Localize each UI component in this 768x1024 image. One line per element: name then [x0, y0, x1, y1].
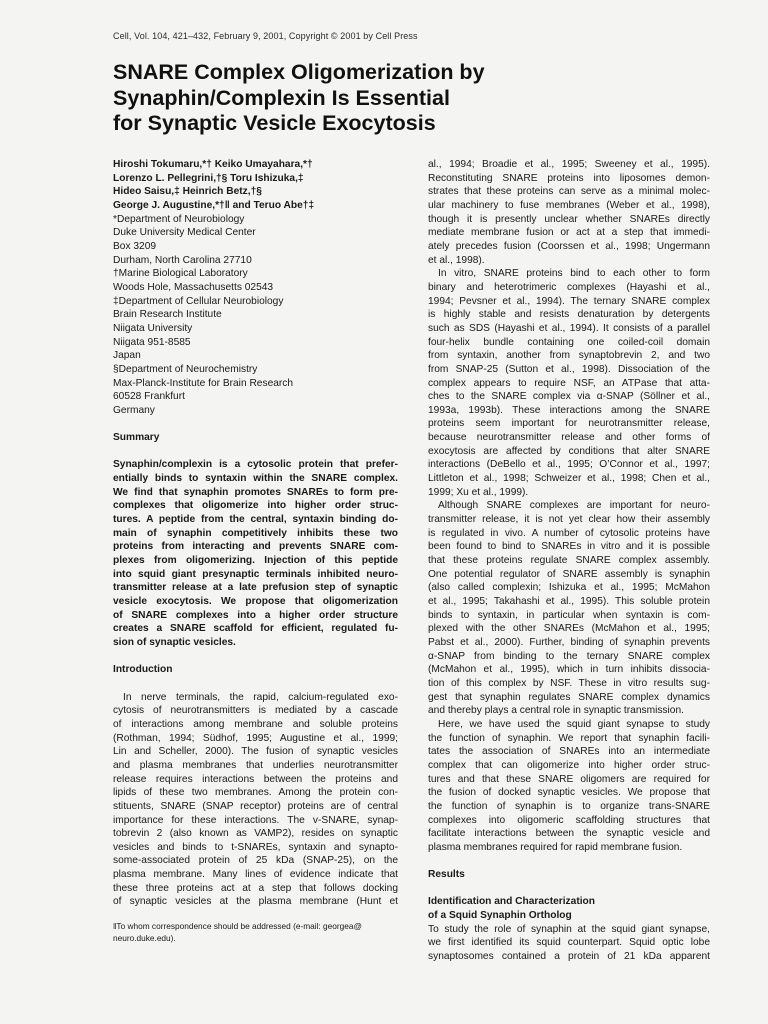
- body-line: 1994; Pevsner et al., 1994). The ternary SNARE complex: [428, 295, 710, 307]
- body-line: interactions (DeBello et al., 1995; O’Connor et al., 1997;: [428, 459, 710, 471]
- summary-heading: Summary: [113, 432, 160, 444]
- footnote-line: ‖To whom correspondence should be addressed (e-mail: georgea@: [113, 921, 362, 932]
- body-line: (McMahon et al., 1995), which in turn inhibits dissocia-: [428, 664, 710, 676]
- intro-line: these three proteins act at a step that follows docking: [113, 882, 398, 894]
- intro-line: stituents, SNARE (SNAP receptor) proteins are of central: [113, 800, 398, 812]
- body-line: proteins seem important for neurotransmitter release,: [428, 418, 710, 430]
- body-line: binary and heterotrimeric complexes (Hayashi et al.,: [428, 281, 710, 293]
- summary-line: complexes that oligomerize into higher order struc-: [113, 500, 398, 512]
- intro-line: tobrevin 2 (also known as VAMP2), resides on synaptic: [113, 828, 398, 840]
- summary-line: into squid giant presynaptic terminals inhibited neuro-: [113, 568, 398, 580]
- intro-line: (Rothman, 1994; Südhof, 1995; Augustine et al., 1999;: [113, 732, 398, 744]
- author-line: George J. Augustine,*†‖ and Teruo Abe†‡: [113, 199, 315, 211]
- intro-line: and plasma membranes that underlies neurotransmitter: [113, 759, 398, 771]
- affiliation-line: Brain Research Institute: [113, 309, 222, 321]
- footnote-line: neuro.duke.edu).: [113, 932, 176, 943]
- intro-line: importance for these interactions. The v-SNARE, synap-: [113, 814, 398, 826]
- body-line: ches to the SNARE complex via α-SNAP (Söllner et al.,: [428, 391, 710, 403]
- article-title: [113, 60, 673, 137]
- body-line: ately precedes fusion (Coorssen et al., 1998; Ungermann: [428, 240, 710, 252]
- right-paragraph-1: [428, 158, 710, 267]
- body-line: complex appears to require NSF, an ATPase that atta-: [428, 377, 710, 389]
- body-line: is regulated in vivo. A number of cytosolic proteins have: [428, 527, 710, 539]
- body-line: et al., 1995; Takahashi et al., 1995). This soluble protein: [428, 596, 710, 607]
- body-line: such as SDS (Hayashi et al., 1994). It consists of a parallel: [428, 322, 710, 334]
- body-line: plasma membranes required for rapid membrane fusion.: [428, 841, 683, 853]
- intro-line: release requires interactions between the proteins and: [113, 773, 398, 785]
- body-line: ular machinery to fuse membranes (Weber et al., 1998),: [428, 199, 710, 211]
- body-line: complex that can oligomerize into higher order struc-: [428, 759, 710, 771]
- right-paragraph-5: [428, 923, 710, 964]
- body-line: from syntaxin, another from synaptobrevin 2, and two: [428, 350, 710, 362]
- body-line: complexes into oligomeric scaffolding structures that: [428, 814, 710, 826]
- body-line: plexed with the other SNAREs (McMahon et al., 1995;: [428, 623, 710, 635]
- intro-line: cytosis of neurotransmitters is mediated by a cascade: [113, 705, 398, 717]
- author-line: Hiroshi Tokumaru,*† Keiko Umayahara,*†: [113, 159, 313, 170]
- results-subheading-line: Identification and Characterization: [428, 896, 595, 908]
- summary-line: proteins from interacting and prevents SNARE com-: [113, 541, 398, 553]
- title-line: Synaphin/Complexin Is Essential: [113, 85, 450, 110]
- right-paragraph-3: [428, 499, 710, 718]
- results-heading: Results: [428, 869, 465, 881]
- author-list: [113, 158, 398, 213]
- affiliation-line: †Marine Biological Laboratory: [113, 268, 248, 280]
- summary-line: plexes from oligomerizing. Injection of this peptide: [113, 555, 398, 567]
- body-line: because neurotransmitter release and other forms of: [428, 432, 710, 444]
- body-line: 1999; Xu et al., 1999).: [428, 486, 529, 498]
- right-paragraph-4: [428, 718, 710, 855]
- affiliation-line: Niigata 951-8585: [113, 336, 191, 348]
- body-line: and thereby plays a central role in synaptic transmission.: [428, 705, 684, 717]
- body-line: tates the association of SNAREs into an intermediate: [428, 746, 710, 758]
- intro-line: lipids of these two membranes. Among the protein con-: [113, 787, 398, 799]
- body-line: strates that these proteins can serve as a minimal molec-: [428, 186, 710, 198]
- body-line: Pabst et al., 2000). Further, binding of synaphin prevents: [428, 636, 710, 648]
- body-line: the function of synaphin is to organize trans-SNARE: [428, 800, 710, 812]
- intro-line: some-associated protein of 25 kDa (SNAP-25), on the: [113, 855, 398, 867]
- body-line: from SNAP-25 (Sutton et al., 1998). Dissociation of the: [428, 363, 710, 375]
- title-line: for Synaptic Vesicle Exocytosis: [113, 111, 436, 135]
- summary-paragraph: [113, 458, 398, 649]
- body-line: the function of synaphin. We report that synaphin facili-: [428, 732, 710, 744]
- body-line: Here, we have used the squid giant synapse to study: [438, 718, 710, 730]
- affiliation-line: Durham, North Carolina 27710: [113, 254, 252, 266]
- body-line: 1993a, 1993b). These interactions among the SNARE: [428, 404, 710, 416]
- body-line: In vitro, SNARE proteins bind to each other to form: [438, 268, 710, 280]
- body-line: al., 1994; Broadie et al., 1995; Sweeney et al., 1995).: [428, 159, 710, 170]
- body-line: tures and that these SNARE oligomers are required for: [428, 773, 710, 785]
- correspondence-footnote: [113, 921, 398, 944]
- body-line: mediate membrane fusion or act at a step that immedi-: [428, 227, 710, 239]
- body-line: Reconstituting SNARE proteins into liposomes demon-: [428, 172, 710, 184]
- body-line: the fusion of docked synaptic vesicles. We propose that: [428, 787, 710, 799]
- intro-line: Lin and Scheller, 2000). The fusion of synaptic vesicles: [113, 746, 398, 758]
- body-line: α-SNAP from binding to the ternary SNARE complex: [428, 650, 710, 662]
- introduction-heading: Introduction: [113, 664, 173, 676]
- body-line: binds to syntaxin, in particular when syntaxin is com-: [428, 609, 710, 621]
- body-line: To study the role of synaphin at the squid giant synapse,: [428, 923, 710, 935]
- body-line: we first identified its squid counterpart. Squid optic lobe: [428, 937, 710, 949]
- intro-line: of synaptic vesicles at the plasma membrane (Hunt et: [113, 896, 398, 908]
- introduction-paragraph: [113, 691, 398, 910]
- affiliation-line: Japan: [113, 350, 141, 362]
- summary-line: entially binds to syntaxin within the SNARE complex.: [113, 473, 398, 485]
- affiliation-line: Woods Hole, Massachusetts 02543: [113, 281, 274, 293]
- affiliation-line: *Department of Neurobiology: [113, 213, 245, 225]
- body-line: facilitate interactions between the synaptic vesicle and: [428, 828, 710, 840]
- affiliation-line: Duke University Medical Center: [113, 227, 256, 239]
- affiliation-line: §Department of Neurochemistry: [113, 363, 258, 375]
- summary-line: transmitter release at a late prefusion step of synaptic: [113, 582, 398, 594]
- body-line: Littleton et al., 1998; Schweizer et al., 1998; Chen et al.,: [428, 473, 710, 485]
- body-line: gest that synaphin regulates SNARE complex dynamics: [428, 691, 710, 703]
- summary-line: sion of synaptic vesicles.: [113, 636, 236, 648]
- body-line: transmitter release, it is not yet clear how their assembly: [428, 514, 710, 526]
- results-subheading-line: of a Squid Synaphin Ortholog: [428, 910, 572, 922]
- intro-line: plasma membrane. Many lines of evidence indicate that: [113, 869, 398, 881]
- summary-line: main of synaphin competitively inhibits these two: [113, 527, 398, 539]
- author-line: Hideo Saisu,‡ Heinrich Betz,†§: [113, 186, 262, 198]
- left-column: [113, 158, 398, 944]
- summary-line: of SNARE complexes into a higher order structure: [113, 609, 398, 621]
- intro-line: of interactions among membrane and soluble proteins: [113, 718, 398, 730]
- body-line: that these proteins regulate SNARE complex assembly.: [428, 555, 710, 567]
- affiliation-line: ‡Department of Cellular Neurobiology: [113, 295, 284, 307]
- body-line: tion of this complex by NSF. These in vitro results sug-: [428, 677, 710, 689]
- body-line: though it is presently unclear whether SNAREs directly: [428, 213, 710, 225]
- body-line: exocytosis are affected by conditions that alter SNARE: [428, 445, 710, 457]
- body-line: been found to bind to SNAREs in vitro and it is possible: [428, 541, 710, 553]
- body-line: Although SNARE complexes are important for neuro-: [438, 500, 710, 512]
- affiliation-line: Box 3209: [113, 240, 157, 252]
- body-line: et al., 1998).: [428, 254, 485, 266]
- affiliation-line: 60528 Frankfurt: [113, 391, 185, 403]
- summary-line: vesicle exocytosis. We propose that oligomerization: [113, 596, 398, 607]
- author-line: Lorenzo L. Pellegrini,†§ Toru Ishizuka,‡: [113, 172, 304, 184]
- title-line: SNARE Complex Oligomerization by: [113, 60, 485, 84]
- body-line: is highly stable and resists denaturation by detergents: [428, 309, 710, 321]
- right-paragraph-2: [428, 267, 710, 499]
- summary-line: Synaphin/complexin is a cytosolic protein that prefer-: [113, 459, 398, 471]
- affiliation-line: Germany: [113, 404, 155, 416]
- summary-line: creates a SNARE scaffold for efficient, regulated fu-: [113, 623, 398, 635]
- body-line: (also called complexin; Ishizuka et al., 1995; McMahon: [428, 582, 710, 594]
- body-line: four-helix bundle containing one coiled-coil domain: [428, 336, 710, 348]
- journal-citation-line: Cell, Vol. 104, 421–432, February 9, 2001, Copyright © 2001 by Cell Press: [113, 31, 418, 41]
- affiliation-list: [113, 213, 398, 418]
- summary-line: We find that synaphin promotes SNAREs to form pre-: [113, 486, 398, 498]
- body-line: synaptosomes contained a protein of 21 kDa apparent: [428, 951, 710, 963]
- intro-line: vesicles and binds to t-SNAREs, syntaxin and synapto-: [113, 841, 398, 853]
- body-line: One potential regulator of SNARE assembly is synaphin: [428, 568, 710, 580]
- affiliation-line: Niigata University: [113, 322, 193, 334]
- right-column: [428, 158, 710, 964]
- summary-line: tures. A peptide from the central, syntaxin binding do-: [113, 514, 398, 526]
- affiliation-line: Max-Planck-Institute for Brain Research: [113, 377, 294, 389]
- intro-line: In nerve terminals, the rapid, calcium-regulated exo-: [123, 691, 398, 703]
